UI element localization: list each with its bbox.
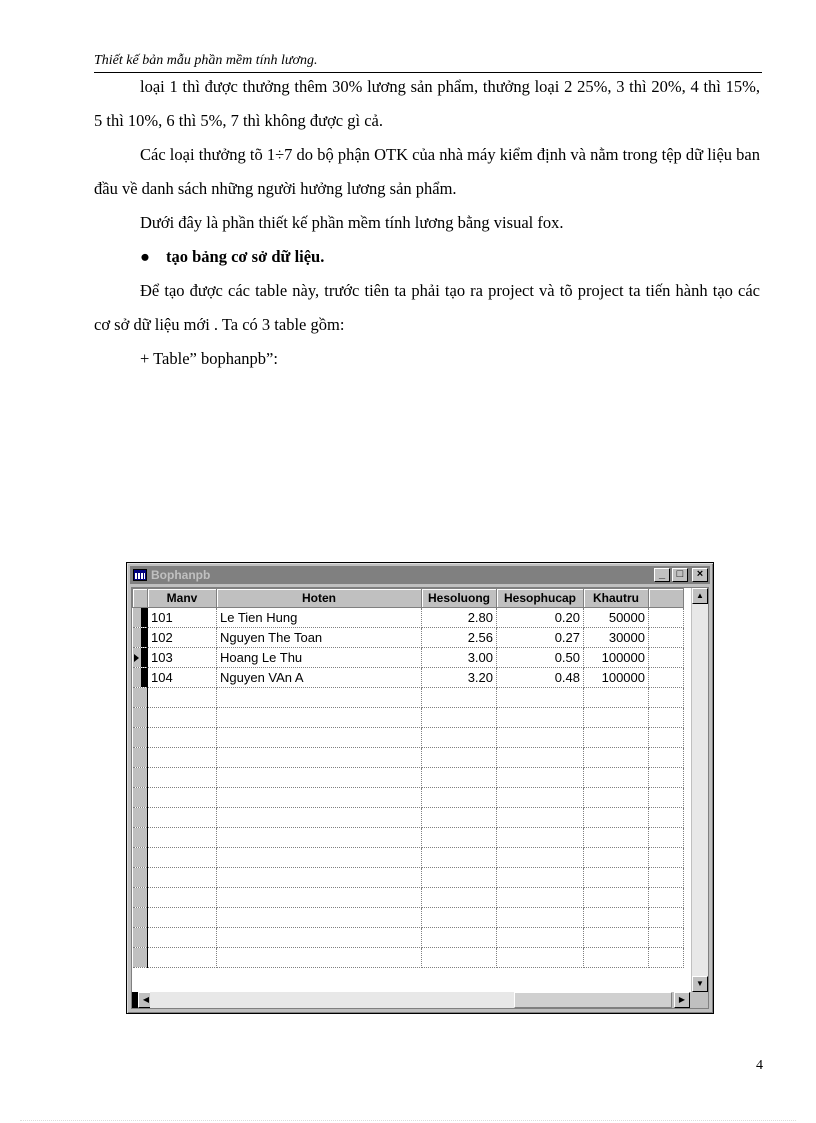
grid-cell[interactable]: 0.50 [497,648,584,668]
document-body [94,70,760,376]
row-selector[interactable] [133,748,148,768]
grid-header-row [133,589,684,608]
grid-cell[interactable] [497,748,584,768]
empty-table-row[interactable] [133,928,684,948]
grid-cell[interactable] [422,908,497,928]
grid-cell[interactable] [148,728,217,748]
paragraph-4: Để tạo được các table này, trước tiên ta phải tạo ra project và tõ project ta tiến hành tạo các cơ sở dữ liệu mới . Ta có 3 table gồm: [94,281,760,334]
empty-table-row[interactable] [133,728,684,748]
empty-cell [649,868,684,888]
paragraph-2: Các loại thưởng tõ 1÷7 do bộ phận OTK của nhà máy kiểm định và nằm trong tệp dữ liệu ban đầu về danh sách những người hưởng lương sản phẩm. [94,145,760,198]
grid-cell[interactable] [422,708,497,728]
empty-table-row[interactable] [133,848,684,868]
grid-cell[interactable] [148,788,217,808]
empty-cell [649,828,684,848]
vertical-scrollbar[interactable] [691,588,708,992]
grid-cell[interactable]: Le Tien Hung [217,608,422,628]
grid-cell[interactable] [217,748,422,768]
grid-cell[interactable] [422,768,497,788]
grid-cell[interactable] [422,828,497,848]
empty-table-row[interactable] [133,808,684,828]
grid-cell[interactable] [497,908,584,928]
row-selector[interactable] [133,848,148,868]
table-row[interactable] [133,608,684,628]
row-selector[interactable] [133,708,148,728]
empty-table-row[interactable] [133,888,684,908]
grid-cell[interactable] [148,688,217,708]
row-selector[interactable] [133,888,148,908]
window-title: Bophanpb [151,568,211,582]
grid-cell[interactable] [422,948,497,968]
grid-cell[interactable] [584,888,649,908]
bullet-text: tạo bảng cơ sở dữ liệu. [166,247,325,266]
grid-cell[interactable]: 100000 [584,648,649,668]
grid-cell[interactable]: 101 [148,608,217,628]
table-row[interactable] [133,628,684,648]
empty-cell [649,788,684,808]
scroll-track[interactable] [150,992,514,1008]
grid-cell[interactable] [584,828,649,848]
grid-cell[interactable] [497,708,584,728]
empty-cell [649,768,684,788]
empty-column-header [649,589,684,608]
grid-cell[interactable] [217,768,422,788]
grid-cell[interactable] [584,688,649,708]
grid-cell[interactable] [217,868,422,888]
grid-cell[interactable] [148,748,217,768]
grid-cell[interactable] [148,808,217,828]
table-row[interactable] [133,668,684,688]
data-grid [132,588,684,968]
empty-cell [649,708,684,728]
grid-cell[interactable] [497,868,584,888]
grid-cell[interactable] [217,828,422,848]
grid-cell[interactable] [422,928,497,948]
column-header-hoten[interactable]: Hoten [217,589,422,608]
empty-cell [649,648,684,668]
close-button[interactable]: × [692,568,708,582]
grid-cell[interactable] [584,848,649,868]
grid-cell[interactable] [217,728,422,748]
grid-cell[interactable] [148,908,217,928]
grid-cell[interactable] [497,688,584,708]
grid-cell[interactable] [584,908,649,928]
grid-cell[interactable] [584,788,649,808]
grid-cell[interactable] [148,868,217,888]
grid-cell[interactable] [217,688,422,708]
grid-cell[interactable] [217,908,422,928]
grid-cell[interactable] [148,948,217,968]
empty-table-row[interactable] [133,948,684,968]
empty-cell [649,748,684,768]
row-selector-header [133,589,148,608]
paragraph-3: Dưới đây là phần thiết kế phần mềm tính lương bằng visual fox. [140,213,564,232]
grid-cell[interactable]: 2.80 [422,608,497,628]
grid-cell[interactable] [497,848,584,868]
scroll-right-icon[interactable]: ▶ [674,992,690,1008]
empty-table-row[interactable] [133,788,684,808]
grid-cell[interactable] [148,828,217,848]
grid-cell[interactable] [584,708,649,728]
grid-cell[interactable]: 100000 [584,668,649,688]
grid-cell[interactable]: 0.27 [497,628,584,648]
empty-cell [649,728,684,748]
page-number: 4 [756,1058,763,1073]
grid-cell[interactable] [217,708,422,728]
grid-cell[interactable] [497,948,584,968]
grid-cell[interactable] [497,928,584,948]
row-selector[interactable] [133,728,148,748]
grid-cell[interactable]: 0.48 [497,668,584,688]
grid-cell[interactable]: 0.20 [497,608,584,628]
table-icon [133,569,147,581]
scroll-thumb[interactable] [514,992,672,1008]
row-selector[interactable] [133,608,148,628]
grid-cell[interactable]: Nguyen The Toan [217,628,422,648]
window-titlebar[interactable] [130,566,710,584]
grid-cell[interactable] [584,728,649,748]
empty-cell [649,888,684,908]
empty-table-row[interactable] [133,828,684,848]
row-selector[interactable] [133,868,148,888]
empty-table-row[interactable] [133,748,684,768]
column-header-hesophucap[interactable]: Hesophucap [497,589,584,608]
grid-cell[interactable]: Nguyen VAn A [217,668,422,688]
row-selector[interactable] [133,688,148,708]
grid-cell[interactable] [422,748,497,768]
empty-cell [649,908,684,928]
grid-cell[interactable] [497,888,584,908]
grid-cell[interactable]: 102 [148,628,217,648]
row-selector[interactable] [133,928,148,948]
grid-cell[interactable] [422,808,497,828]
grid-cell[interactable] [584,748,649,768]
empty-cell [649,948,684,968]
grid-cell[interactable] [497,808,584,828]
bottom-divider [20,1120,796,1121]
page-header: Thiết kế bản mẫu phần mềm tính lương. [94,52,762,73]
grid-cell[interactable] [148,708,217,728]
table-row[interactable] [133,648,684,668]
grid-cell[interactable] [148,928,217,948]
empty-cell [649,928,684,948]
empty-table-row[interactable] [133,768,684,788]
grid-cell[interactable]: 3.00 [422,648,497,668]
row-selector[interactable] [133,788,148,808]
scroll-up-icon[interactable]: ▲ [692,588,708,604]
grid-cell[interactable] [422,888,497,908]
resize-grip-icon[interactable] [690,992,706,1008]
row-selector[interactable] [133,808,148,828]
bullet-item [94,240,760,274]
grid-cell[interactable] [217,888,422,908]
grid-cell[interactable] [422,728,497,748]
empty-cell [649,628,684,648]
grid-cell[interactable]: 50000 [584,608,649,628]
grid-cell[interactable] [148,848,217,868]
grid-cell[interactable]: 30000 [584,628,649,648]
grid-cell[interactable]: 104 [148,668,217,688]
grid-cell[interactable] [148,888,217,908]
grid-cell[interactable] [422,688,497,708]
maximize-button[interactable]: □ [672,568,688,582]
empty-table-row[interactable] [133,708,684,728]
empty-cell [649,808,684,828]
empty-cell [649,608,684,628]
column-header-manv[interactable]: Manv [148,589,217,608]
grid-cell[interactable] [584,868,649,888]
grid-cell[interactable] [584,768,649,788]
grid-cell[interactable] [422,788,497,808]
empty-table-row[interactable] [133,868,684,888]
grid-cell[interactable]: Hoang Le Thu [217,648,422,668]
grid-cell[interactable] [217,788,422,808]
column-header-khautru[interactable]: Khautru [584,589,649,608]
row-selector[interactable] [133,628,148,648]
grid-cell[interactable] [422,868,497,888]
row-selector[interactable] [133,948,148,968]
grid-cell[interactable]: 2.56 [422,628,497,648]
minimize-button[interactable]: _ [654,568,670,582]
row-selector[interactable] [133,668,148,688]
browse-window [126,562,714,1014]
column-header-hesoluong[interactable]: Hesoluong [422,589,497,608]
row-selector[interactable] [133,768,148,788]
grid-cell[interactable] [584,808,649,828]
bullet-icon: ● [140,247,150,266]
empty-table-row[interactable] [133,688,684,708]
empty-table-row[interactable] [133,908,684,928]
grid-cell[interactable] [584,928,649,948]
grid-cell[interactable] [217,948,422,968]
paragraph-1: loại 1 thì được thưởng thêm 30% lương sản phẩm, thưởng loại 2 25%, 3 thì 20%, 4 thì 15%, 5 thì 10%, 6 thì 5%, 7 thì không được gì cả. [94,77,760,130]
horizontal-scrollbar[interactable] [132,992,708,1008]
row-selector[interactable] [133,908,148,928]
row-selector[interactable] [133,828,148,848]
grid-cell[interactable] [497,768,584,788]
grid-cell[interactable] [217,848,422,868]
grid-cell[interactable] [422,848,497,868]
empty-cell [649,668,684,688]
scroll-down-icon[interactable]: ▼ [692,976,708,992]
current-record-pointer[interactable] [133,648,148,668]
grid-area [131,587,709,1009]
grid-cell[interactable] [497,788,584,808]
grid-cell[interactable] [148,768,217,788]
grid-cell[interactable] [217,928,422,948]
grid-cell[interactable] [497,828,584,848]
scroll-left-icon[interactable]: ◀ [138,992,154,1008]
empty-cell [649,848,684,868]
empty-cell [649,688,684,708]
grid-cell[interactable] [217,808,422,828]
grid-cell[interactable] [584,948,649,968]
grid-cell[interactable]: 3.20 [422,668,497,688]
grid-cell[interactable]: 103 [148,648,217,668]
paragraph-5: + Table” bophanpb”: [140,349,278,368]
grid-cell[interactable] [497,728,584,748]
